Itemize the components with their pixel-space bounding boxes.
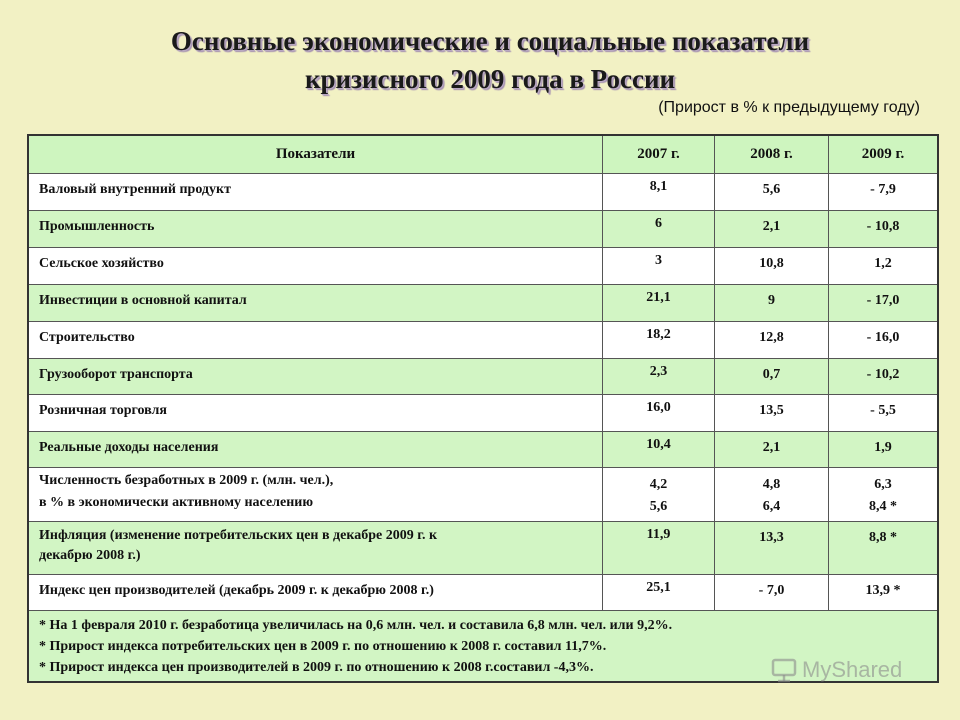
cell-2009: 1,9 (874, 440, 892, 455)
cell-2007: 3 (603, 248, 715, 284)
table-row (29, 322, 937, 359)
row-label-line-2: декабрю 2008 г.) (39, 548, 141, 563)
header-indicators: Показатели (29, 136, 603, 173)
cell-2008: 2,1 (715, 432, 829, 467)
row-label: Грузооборот транспорта (29, 359, 603, 394)
header-2008: 2008 г. (715, 136, 829, 173)
row-label: Инвестиции в основной капитал (29, 285, 603, 321)
title-line-1: Основные экономические и социальные показатели (170, 26, 810, 56)
table-row (29, 575, 937, 611)
row-label-line-2: в % в экономически активному населению (39, 495, 314, 510)
cell-2009 (829, 468, 937, 521)
table-row (29, 432, 937, 468)
cell-value: 5,6 (649, 498, 668, 514)
cell-2007: 25,1 (603, 575, 715, 610)
cell-2009: 8,8 * (869, 530, 897, 545)
cell-2008: 9 (715, 285, 829, 321)
cell-2008: 12,8 (715, 322, 829, 358)
footnote: * Прирост индекса цен производителей в 2009 г. по отношению к 2008 г.составил -4,3%. (39, 660, 594, 675)
table-row (29, 522, 937, 575)
row-label: Промышленность (29, 211, 603, 247)
subtitle: (Прирост в % к предыдущему году) (658, 99, 920, 116)
cell-2008: 2,1 (715, 211, 829, 247)
cell-2008: 10,8 (715, 248, 829, 284)
row-label: Сельское хозяйство (29, 248, 603, 284)
row-label: Реальные доходы населения (29, 432, 603, 467)
cell-2007: 6 (603, 211, 715, 247)
row-label: Валовый внутренний продукт (29, 174, 603, 210)
cell-2009: - 17,0 (866, 293, 900, 308)
cell-2009: 13,9 * (865, 583, 901, 598)
presentation-icon (770, 656, 798, 684)
table-row (29, 174, 937, 211)
title-line-2: кризисного 2009 года в России (304, 64, 676, 94)
table-row (29, 285, 937, 322)
table-row (29, 395, 937, 432)
cell-value: 6,3 (874, 476, 892, 492)
cell-value: 6,4 (762, 498, 781, 514)
table-header-row (29, 136, 937, 174)
row-label (29, 468, 603, 521)
row-label: Розничная торговля (29, 395, 603, 431)
row-label: Строительство (29, 322, 603, 358)
footnote: * На 1 февраля 2010 г. безработица увеличилась на 0,6 млн. чел. и составила 6,8 млн. чел. или 9,2%. (39, 618, 673, 633)
watermark-text: MyShared (802, 657, 903, 682)
cell-2007: 2,3 (603, 359, 715, 394)
table-row (29, 468, 937, 522)
cell-2008: 13,3 (715, 522, 829, 574)
cell-2009: - 10,2 (866, 367, 900, 382)
cell-2007 (603, 468, 715, 521)
header-2009: 2009 г. (861, 146, 905, 162)
cell-2008: - 7,0 (715, 575, 829, 610)
cell-2007: 21,1 (603, 285, 715, 321)
footnote: * Прирост индекса потребительских цен в 2009 г. по отношению к 2008 г. составил 11,7%. (39, 639, 607, 654)
cell-2008: 13,5 (715, 395, 829, 431)
page-title (0, 22, 960, 98)
cell-value: 4,8 (762, 476, 781, 492)
cell-2007: 11,9 (603, 522, 715, 574)
header-2007: 2007 г. (603, 136, 715, 173)
cell-value: 4,2 (649, 476, 668, 492)
indicators-table (27, 134, 939, 683)
cell-2008: 0,7 (715, 359, 829, 394)
cell-2008 (715, 468, 829, 521)
cell-value: 8,4 * (869, 498, 897, 514)
cell-2009: - 10,8 (866, 219, 900, 234)
table-row (29, 211, 937, 248)
cell-2009: 1,2 (874, 256, 892, 271)
row-label-line-1: Численность безработных в 2009 г. (млн. чел.), (39, 473, 334, 488)
cell-2007: 10,4 (603, 432, 715, 467)
row-label (29, 522, 603, 574)
cell-2009: - 16,0 (866, 330, 900, 345)
cell-2007: 8,1 (603, 174, 715, 210)
table-row (29, 248, 937, 285)
cell-2007: 18,2 (603, 322, 715, 358)
row-label: Индекс цен производителей (декабрь 2009 г. к декабрю 2008 г.) (29, 575, 603, 610)
cell-2008: 5,6 (715, 174, 829, 210)
watermark (770, 656, 902, 684)
cell-2009: - 7,9 (870, 182, 896, 197)
cell-2007: 16,0 (603, 395, 715, 431)
table-row (29, 359, 937, 395)
cell-2009: - 5,5 (870, 403, 896, 418)
row-label-line-1: Инфляция (изменение потребительских цен в декабре 2009 г. к (39, 528, 438, 543)
